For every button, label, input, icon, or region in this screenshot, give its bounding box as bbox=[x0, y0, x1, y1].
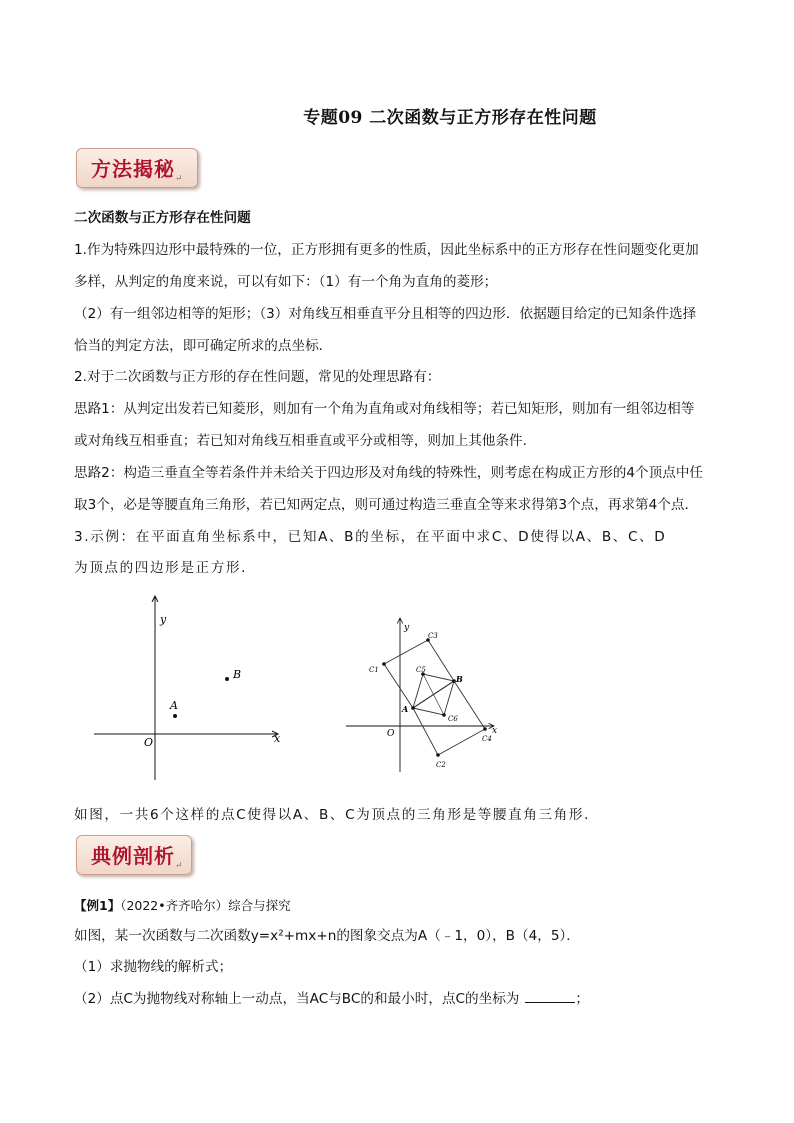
example-badge-label: 典例剖析 bbox=[91, 844, 175, 868]
left-point-b bbox=[225, 677, 229, 681]
example-label: 【例1】 bbox=[74, 898, 121, 913]
paragraph-line-6: 思路1：从判定出发若已知菱形，则加有一个角为直角或对角线相等；若已知矩形，则加有一组邻边相等 bbox=[74, 401, 695, 417]
right-x-label: x bbox=[492, 726, 498, 736]
left-x-label: x bbox=[274, 732, 281, 745]
example-source: （2022•齐齐哈尔） bbox=[120, 898, 229, 913]
right-diagonal-inner bbox=[423, 674, 444, 715]
example-question-2-text: （2）点C为抛物线对称轴上一动点，当AC与BC的和最小时，点C的坐标为 bbox=[74, 991, 520, 1007]
example-question-2: （2）点C为抛物线对称轴上一动点，当AC与BC的和最小时，点C的坐标为 ； bbox=[74, 991, 589, 1007]
figure-caption: 如图，一共6个这样的点C使得以A、B、C为顶点的三角形是等腰直角三角形． bbox=[74, 807, 600, 823]
right-point-a bbox=[411, 706, 415, 710]
example-kind: 综合与探究 bbox=[228, 898, 291, 913]
right-point-c5-label: C5 bbox=[416, 666, 426, 674]
paragraph-line-1: 1.作为特殊四边形中最特殊的一位，正方形拥有更多的性质，因此坐标系中的正方形存在性问题变化更加 bbox=[74, 242, 699, 258]
paragraph-line-9: 取3个，必是等腰直角三角形，若已知两定点，则可通过构造三垂直全等来求得第3个点，再求第4个点． bbox=[74, 497, 699, 513]
paragraph-line-7: 或对角线互相垂直；若已知对角线互相垂直或平分或相等，则加上其他条件． bbox=[74, 433, 537, 449]
paragraph-line-2: 多样，从判定的角度来说，可以有如下：（1）有一个角为直角的菱形； bbox=[74, 274, 498, 290]
left-y-label: y bbox=[160, 613, 167, 626]
example-question-1: （1）求抛物线的解析式； bbox=[74, 959, 233, 975]
right-point-c4 bbox=[483, 727, 487, 731]
right-point-c1-label: C1 bbox=[369, 666, 379, 674]
right-point-c4-label: C4 bbox=[482, 735, 492, 743]
return-mark: ↵ bbox=[175, 174, 184, 184]
figure-left bbox=[88, 590, 288, 785]
page-title: 专题09 二次函数与正方形存在性问题 bbox=[303, 108, 597, 128]
paragraph-line-10: 3.示例：在平面直角坐标系中，已知A、B的坐标，在平面中求C、D使得以A、B、C、D bbox=[74, 529, 667, 545]
method-badge-label: 方法揭秘 bbox=[91, 157, 175, 181]
left-point-a-label: A bbox=[170, 699, 178, 712]
right-point-b-label: B bbox=[456, 674, 463, 684]
right-point-c1 bbox=[382, 662, 386, 666]
right-origin-label: O bbox=[387, 729, 395, 739]
right-square-upper bbox=[384, 640, 454, 708]
paragraph-line-5: 2.对于二次函数与正方形的存在性问题，常见的处理思路有： bbox=[74, 369, 441, 385]
example-problem: 如图，某一次函数与二次函数y=x²+mx+n的图象交点为A（﹣1，0），B（4，5）． bbox=[74, 928, 580, 944]
right-point-c6 bbox=[442, 713, 446, 717]
paragraph-line-11: 为顶点的四边形是正方形． bbox=[74, 560, 257, 576]
figure-right bbox=[342, 612, 512, 777]
right-point-c2-label: C2 bbox=[436, 761, 446, 769]
right-y-label: y bbox=[404, 623, 410, 633]
answer-blank[interactable] bbox=[525, 990, 575, 1003]
method-badge bbox=[76, 148, 198, 188]
right-point-c6-label: C6 bbox=[448, 715, 458, 723]
left-origin-label: O bbox=[144, 736, 154, 749]
example-badge bbox=[76, 835, 192, 875]
paragraph-line-4: 恰当的判定方法，即可确定所求的点坐标． bbox=[74, 338, 333, 354]
paragraph-line-8: 思路2：构造三垂直全等若条件并未给关于四边形及对角线的特殊性，则考虑在构成正方形的4个顶点中任 bbox=[74, 465, 704, 481]
section-heading: 二次函数与正方形存在性问题 bbox=[74, 210, 251, 226]
left-point-a bbox=[173, 714, 177, 718]
right-point-c2 bbox=[436, 753, 440, 757]
paragraph-line-3: （2）有一组邻边相等的矩形；（3）对角线互相垂直平分且相等的四边形．依据题目给定的已知条件选择 bbox=[74, 306, 697, 322]
example-return-mark: ↵ bbox=[175, 861, 184, 871]
left-point-b-label: B bbox=[233, 668, 242, 681]
right-point-a-label: A bbox=[402, 704, 409, 714]
example-header bbox=[74, 896, 734, 916]
right-point-c3-label: C3 bbox=[428, 632, 438, 640]
